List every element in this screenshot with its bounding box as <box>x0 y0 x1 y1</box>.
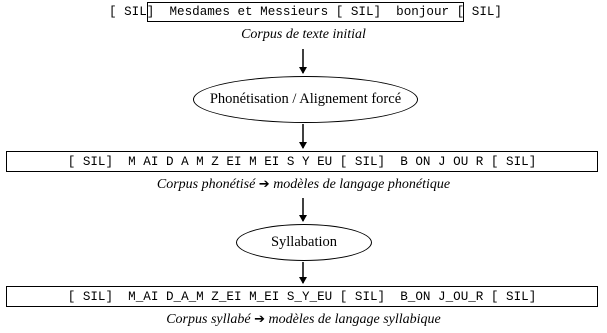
phonetized-caption-part2: modèles de langage phonétique <box>273 177 451 192</box>
syllabified-caption-part1: Corpus syllabé <box>166 312 251 327</box>
initial-corpus-box <box>109 2 502 22</box>
phonetization-label: Phonétisation / Alignement forcé <box>209 91 402 107</box>
initial-corpus-caption: Corpus de texte initial <box>241 27 366 42</box>
syllabified-corpus-caption <box>0 312 607 328</box>
syllabation-label: Syllabation <box>270 234 338 250</box>
phonetized-caption-part1: Corpus phonétisé <box>156 177 256 192</box>
initial-corpus-text: [ SIL] Mesdames et Messieurs [ SIL] bonjour [ SIL] <box>109 5 502 19</box>
syllabified-corpus-text: [ SIL] M_AI D_A_M Z_EI M_EI S_Y_EU [ SIL] B_ON J_OU_R [ SIL] <box>67 289 537 304</box>
phonetized-corpus-text: [ SIL] M AI D A M Z EI M EI S Y EU [ SIL] B ON J OU R [ SIL] <box>67 154 537 169</box>
phonetization-step <box>193 76 418 123</box>
right-arrow-icon: ➔ <box>258 177 270 192</box>
syllabified-corpus-box <box>6 286 598 307</box>
right-arrow-icon: ➔ <box>254 312 266 327</box>
syllabation-step <box>236 224 372 261</box>
syllabified-caption-part2: modèles de langage syllabique <box>268 312 441 327</box>
phonetized-corpus-box <box>6 151 598 172</box>
phonetized-corpus-caption <box>0 177 607 193</box>
